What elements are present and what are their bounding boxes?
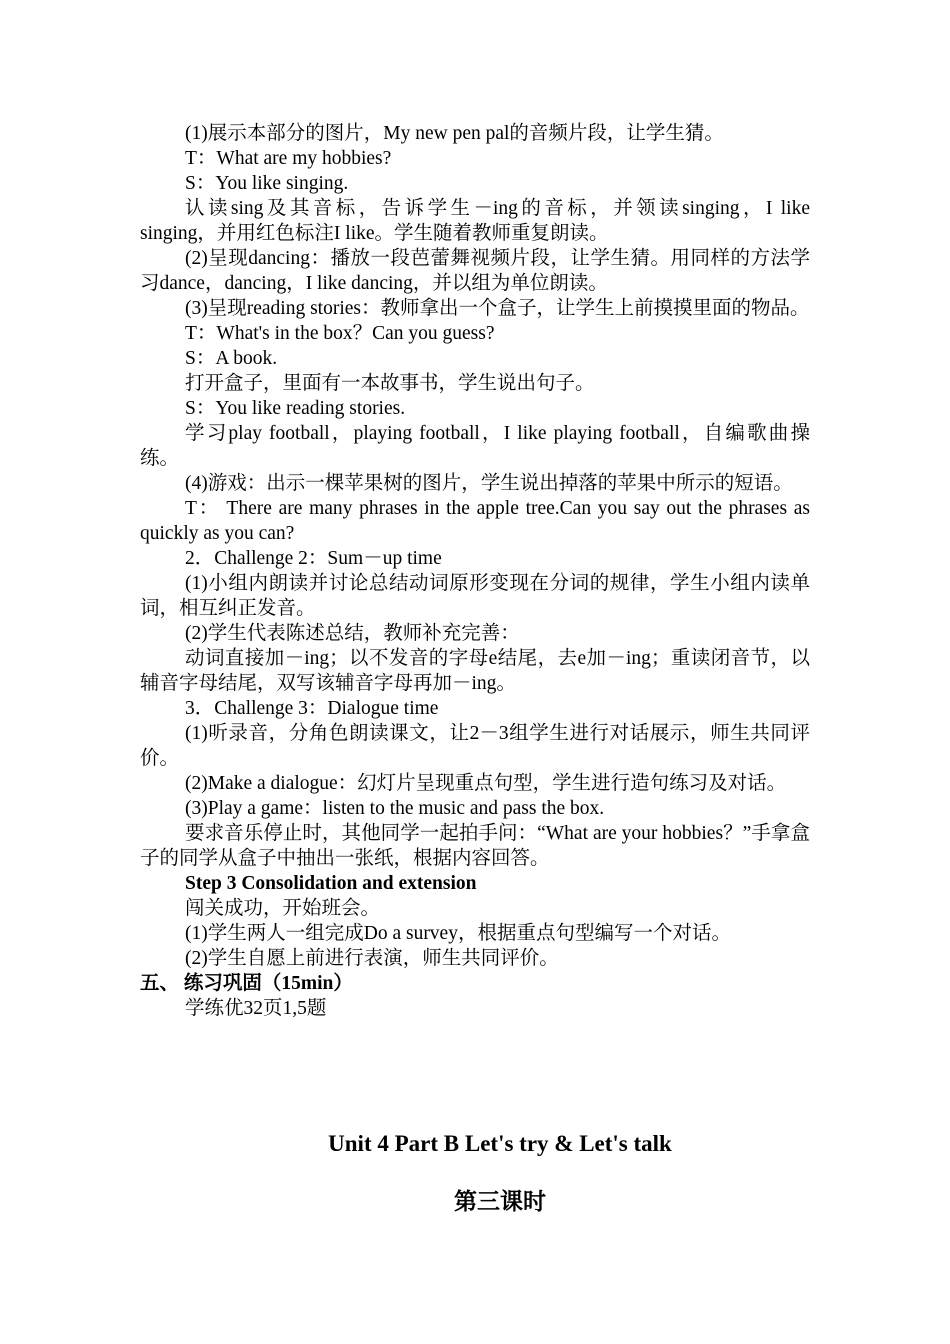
paragraph: (2)Make a dialogue：幻灯片呈现重点句型，学生进行造句练习及对话。 (185, 773, 787, 794)
unit-title: Unit 4 Part B Let's try & Let's talk (328, 1131, 672, 1156)
paragraph: (3)Play a game：listen to the music and pass the box. (185, 798, 605, 819)
paragraph: S：You like reading stories. (185, 398, 406, 419)
paragraph: T： There are many phrases in the apple tree.Can you say out the phrases as quickly as you can? (140, 498, 810, 544)
paragraph: 动词直接加－ing；以不发音的字母e结尾，去e加－ing；重读闭音节，以辅音字母结尾，双写该辅音字母再加－ing。 (140, 648, 810, 694)
paragraph: (3)呈现reading stories：教师拿出一个盒子，让学生上前摸摸里面的物品。 (185, 298, 810, 319)
paragraph: (1)小组内朗读并讨论总结动词原形变现在分词的规律，学生小组内读单词，相互纠正发音。 (140, 573, 810, 619)
paragraph: (1)听录音，分角色朗读课文，让2－3组学生进行对话展示，师生共同评价。 (140, 723, 810, 769)
section-heading: 五、 练习巩固（15min） (140, 973, 353, 994)
paragraph: T：What's in the box？Can you guess? (185, 323, 495, 344)
paragraph: (2)呈现dancing：播放一段芭蕾舞视频片段，让学生猜。用同样的方法学习dance，dancing，I like dancing，并以组为单位朗读。 (140, 248, 810, 294)
paragraph: S：A book. (185, 348, 278, 369)
paragraph: (1)学生两人一组完成Do a survey，根据重点句型编写一个对话。 (185, 923, 731, 944)
paragraph: 学习play football，playing football，I like playing football，自编歌曲操练。 (140, 423, 810, 469)
paragraph: 3．Challenge 3：Dialogue time (185, 698, 439, 719)
paragraph: 学练优32页1,5题 (185, 998, 327, 1019)
paragraph: (2)学生自愿上前进行表演，师生共同评价。 (185, 948, 559, 969)
paragraph: (2)学生代表陈述总结，教师补充完善： (185, 623, 520, 644)
step-heading: Step 3 Consolidation and extension (185, 873, 477, 894)
paragraph: (4)游戏：出示一棵苹果树的图片，学生说出掉落的苹果中所示的短语。 (185, 473, 793, 494)
paragraph: 2．Challenge 2：Sum－up time (185, 548, 442, 569)
document-body (140, 121, 810, 1021)
paragraph: 打开盒子，里面有一本故事书，学生说出句子。 (185, 373, 595, 394)
paragraph: (1)展示本部分的图片，My new pen pal的音频片段，让学生猜。 (185, 123, 724, 144)
paragraph: 认读sing及其音标，告诉学生－ing的音标，并领读singing，I like singing，并用红色标注I like。学生随着教师重复朗读。 (140, 198, 810, 244)
paragraph: 闯关成功，开始班会。 (185, 898, 381, 919)
lesson-title: 第三课时 (454, 1189, 546, 1214)
paragraph: S：You like singing. (185, 173, 349, 194)
paragraph: 要求音乐停止时，其他同学一起拍手问：“What are your hobbies？”手拿盒子的同学从盒子中抽出一张纸，根据内容回答。 (140, 823, 810, 869)
paragraph: T：What are my hobbies? (185, 148, 392, 169)
